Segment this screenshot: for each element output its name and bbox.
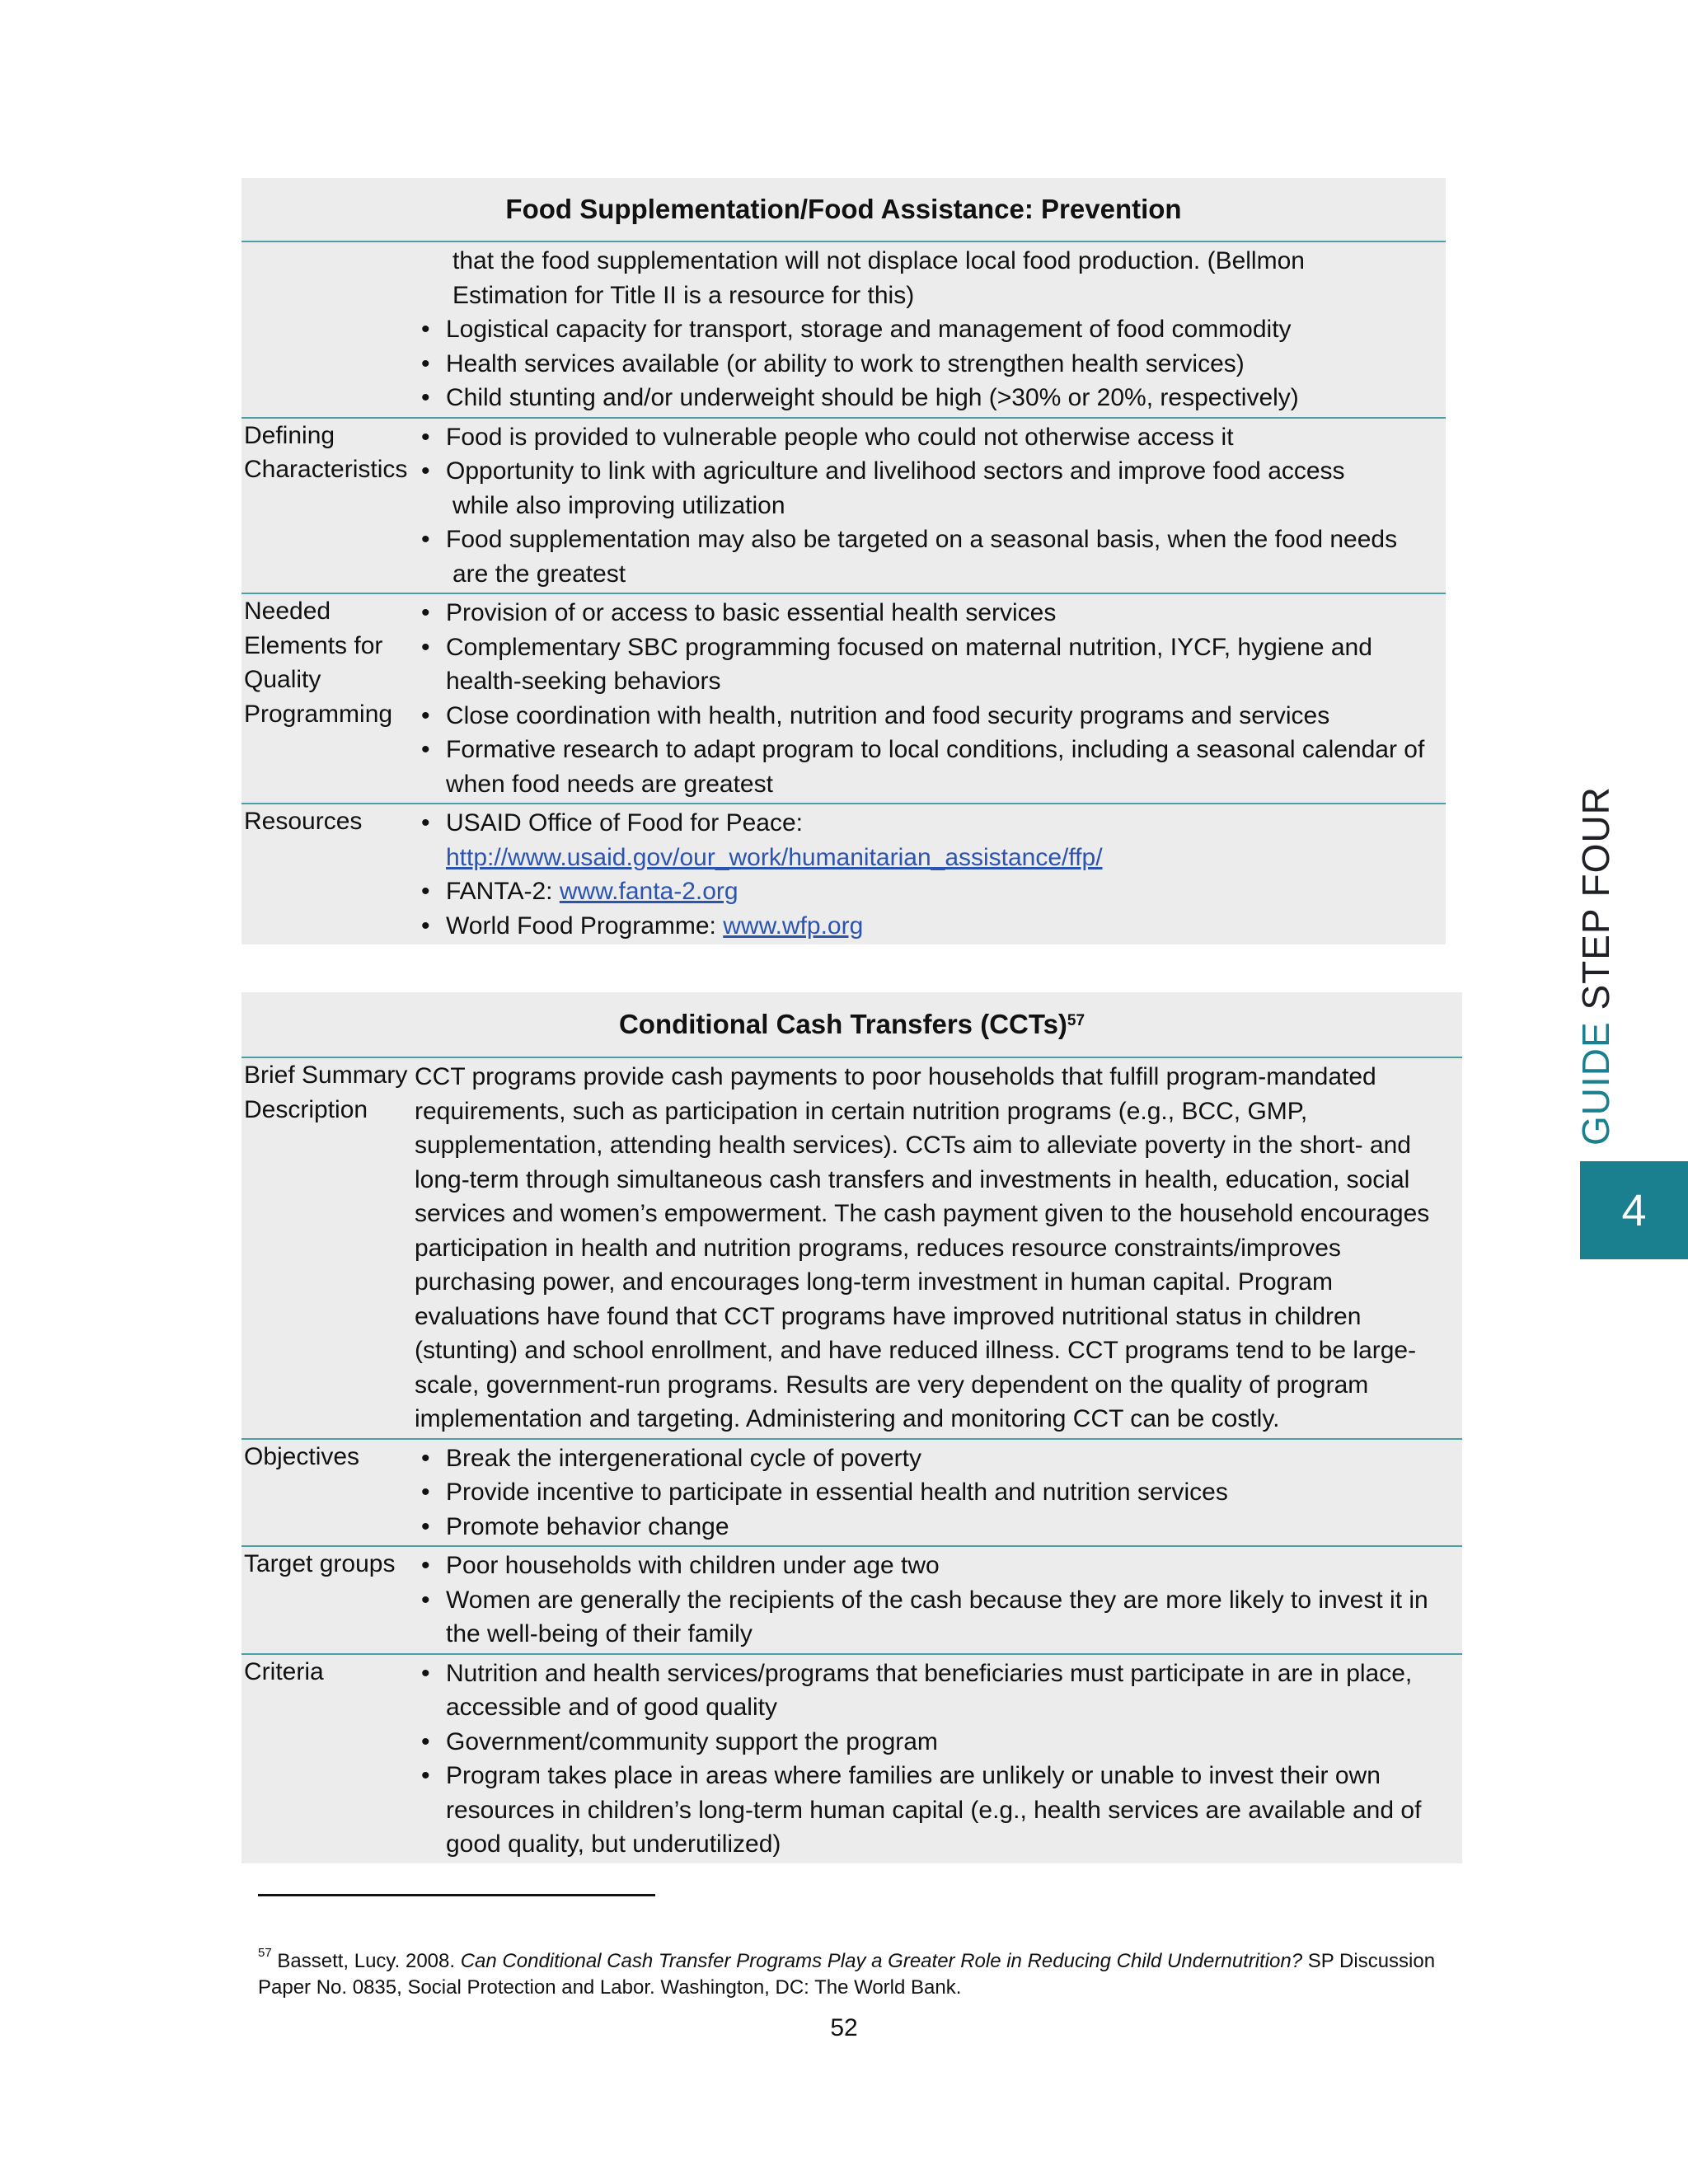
list-item: • Government/community support the program — [411, 1725, 1462, 1760]
row-content — [411, 419, 1446, 593]
list-item: • Nutrition and health services/programs that beneficiaries must participate in are in place, accessible and of good quality — [411, 1657, 1462, 1725]
row-content — [411, 804, 1446, 944]
continued-line: that the food supplementation will not displace local food production. (Bellmon — [452, 247, 1305, 274]
bullet-list — [411, 1549, 1462, 1652]
list-item: • Break the intergenerational cycle of poverty — [411, 1441, 1462, 1476]
list-item: • Child stunting and/or underweight should be high (>30% or 20%, respectively) — [411, 381, 1446, 415]
table-row-defining-characteristics — [241, 419, 1446, 595]
table-title: Food Supplementation/Food Assistance: Prevention — [241, 178, 1446, 242]
bullet-list — [411, 420, 1446, 592]
table-row-brief-summary — [241, 1058, 1462, 1440]
list-item: • Food is provided to vulnerable people who could not otherwise access it — [411, 420, 1446, 455]
bullet-list — [411, 312, 1446, 415]
conditional-cash-transfers-table — [241, 992, 1462, 1863]
list-item: • Women are generally the recipients of the cash because they are more likely to invest it in the well-being of their family — [411, 1583, 1462, 1652]
fanta-link[interactable]: www.fanta-2.org — [559, 878, 738, 905]
guide-step-side-title: GUIDE STEP FOUR — [1574, 786, 1617, 1146]
row-content — [411, 1547, 1462, 1653]
table-title: Conditional Cash Transfers (CCTs) $^{57}$ — [241, 992, 1462, 1058]
table-row-objectives — [241, 1440, 1462, 1548]
list-item: • Program takes place in areas where families are unlikely or unable to invest their own resources in children’s long-term human capital (e.g., health services are available and of good quality, but underutilized) — [411, 1759, 1462, 1862]
row-label — [241, 242, 411, 417]
list-item: • Health services available (or ability to work to strengthen health services) — [411, 347, 1446, 382]
summary-text: CCT programs provide cash payments to poor households that fulfill program-mandated requirements, such as participation in certain nutrition programs (e.g., BCC, GMP, supplementation, attending health services). CCTs aim to alleviate poverty in the short- and long-term through simultaneous cash transfers and investments in health, education, social services and women’s empowerment. The cash payment given to the household encourages participation in health and nutrition programs, reduces resource constraints/improves purchasing power, and encourages long-term investment in human capital. Program evaluations have found that CCT programs have improved nutritional status in children (stunting) and school enrollment, and have reduced illness. CCT programs tend to be large-scale, government-run programs. Results are very dependent on the quality of program implementation and targeting. Administering and monitoring CCT can be costly. — [415, 1063, 1430, 1432]
row-label: Brief Summary Description — [244, 1062, 408, 1123]
list-item: • Poor households with children under age two — [411, 1549, 1462, 1583]
bullet-list — [411, 1441, 1462, 1544]
list-item: • Logistical capacity for transport, storage and management of food commodity — [411, 312, 1446, 347]
step-number-tab: 4 — [1580, 1161, 1688, 1259]
table-row-target-groups — [241, 1547, 1462, 1655]
list-item: • Provide incentive to participate in essential health and nutrition services — [411, 1475, 1462, 1510]
table-row-continued — [241, 242, 1446, 419]
table-row-needed-elements — [241, 594, 1446, 804]
list-item: • Food supplementation may also be targeted on a seasonal basis, when the food needs are the greatest — [411, 523, 1446, 591]
row-content — [411, 594, 1446, 803]
row-label: Target groups — [244, 1550, 396, 1577]
list-item: • Promote behavior change — [411, 1510, 1462, 1544]
page-number: 52 — [830, 2014, 858, 2041]
footnote-title: Can Conditional Cash Transfer Programs Play a Greater Role in Reducing Child Undernutrition? — [460, 1950, 1303, 1972]
food-supplementation-table — [241, 178, 1446, 944]
list-item: • Complementary SBC programming focused on maternal nutrition, IYCF, hygiene and health-seeking behaviors — [411, 630, 1446, 699]
bullet-list — [411, 1657, 1462, 1862]
row-label: Defining Characteristics — [244, 421, 408, 483]
row-label: Criteria — [244, 1657, 324, 1685]
bullet-list — [411, 806, 1446, 943]
list-item: • Opportunity to link with agriculture and livelihood sectors and improve food access while also improving utilization — [411, 454, 1446, 523]
row-content — [411, 1440, 1462, 1546]
list-item: • Formative research to adapt program to local conditions, including a seasonal calendar of when food needs are greatest — [411, 733, 1446, 801]
list-item: • USAID Office of Food for Peace: http://www.usaid.gov/our_work/humanitarian_assistance/ffp/ — [411, 806, 1446, 874]
list-item: • Close coordination with health, nutrition and food security programs and services — [411, 699, 1446, 733]
table-row-resources — [241, 804, 1446, 944]
continued-line: Estimation for Title II is a resource for this) — [452, 281, 915, 309]
row-content — [411, 1655, 1462, 1863]
list-item: • Provision of or access to basic essential health services — [411, 596, 1446, 630]
list-item: • World Food Programme: www.wfp.org — [411, 909, 1446, 944]
bullet-list — [411, 596, 1446, 801]
row-label: Resources — [244, 808, 363, 835]
footnote: $^{57}$ Bassett, Lucy. 2008. Can Conditional Cash Transfer Programs Play a Greater Role in Reducing Child Undernutrition? SP Discussion Paper No. 0835, Social Protection and Labor. Washington, DC: The World Bank. — [258, 1946, 1436, 1999]
footnote-number: 57 — [258, 1946, 272, 1960]
list-item: • FANTA-2: www.fanta-2.org — [411, 874, 1446, 909]
usaid-ffp-link[interactable]: http://www.usaid.gov/our_work/humanitarian_assistance/ffp/ — [446, 843, 1103, 871]
row-content — [411, 242, 1446, 417]
table-row-criteria — [241, 1655, 1462, 1863]
row-label: Needed Elements for Quality Programming — [244, 598, 393, 728]
row-label: Objectives — [244, 1442, 360, 1470]
row-content — [411, 1058, 1462, 1438]
footnote-divider — [258, 1894, 655, 1896]
wfp-link[interactable]: www.wfp.org — [723, 912, 864, 940]
